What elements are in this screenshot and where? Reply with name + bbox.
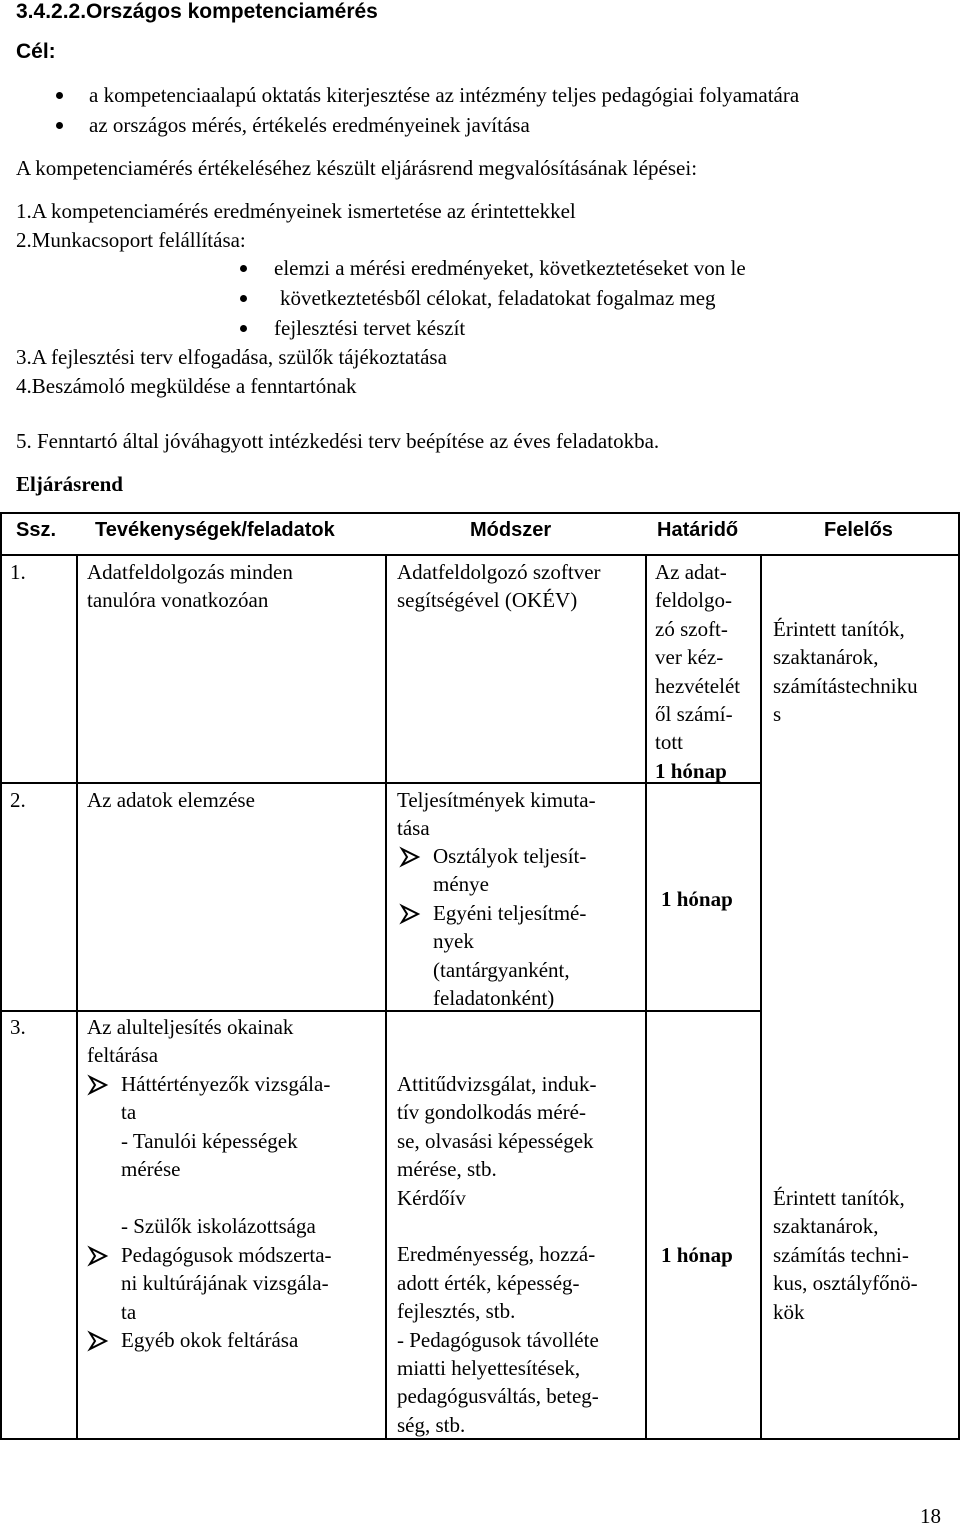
bullet-dot-icon [56,122,63,129]
row-2-task: Az adatok elemzése [87,788,255,812]
row-3-method: Attitűdvizsgálat, induk- tív gondolkodás méré- se, olvasási képességek mérése, stb. Kérdőív Eredményesség, hozzá- adott érték, képesség- fejlesztés, stb. - Pedagógusok távollétе miatti helyettesítések, pedagógusváltás, beteg- ség, stb. [397,1072,599,1437]
bullet-dot-icon [240,295,247,302]
step-5: 5. Fenntartó által jóváhagyott intézkedési terv beépítése az éves feladatokba. [16,429,660,453]
row-1-deadline: Az adat- feldolgo- zó szoft- ver kéz- hezvételét ől számí- tott 1 hónap [655,560,741,783]
goal-item: az országos mérés, értékelés eredményeinek javítása [89,113,530,137]
row-3-deadline: 1 hónap [661,1243,733,1267]
arrow-bullet-icon [87,1074,109,1096]
row-2-method: Teljesítmények kimuta- tása [397,788,596,841]
row-3-task-bullet: Háttértényezők vizsgála- ta - Tanulói képességek mérése - Szülők iskolázottsága [121,1072,331,1239]
row-2-method-bullet: Osztályok teljesít- ménye [433,844,587,897]
row-2-number: 2. [10,788,26,812]
bullet-dot-icon [240,325,247,332]
procedure-title: Eljárásrend [16,472,123,496]
row-3-task-bullet: Egyéb okok feltárása [121,1328,299,1352]
row-2-deadline: 1 hónap [661,887,733,911]
table-header-tasks: Tevékenységek/feladatok [95,519,335,541]
steps-intro: A kompetenciamérés értékeléséhez készült eljárásrend megvalósításának lépései: [16,156,698,180]
step-1: 1.A kompetenciamérés eredményeinek ismertetése az érintettekkel [16,199,576,223]
goal-label: Cél: [16,40,56,63]
arrow-bullet-icon [399,846,421,868]
row-1-number: 1. [10,560,26,584]
row-1-responsible: Érintett tanítók, szaktanárok, számítástechniku s [773,617,918,727]
table-header-method: Módszer [470,519,552,541]
table-header-deadline: Határidő [657,519,739,541]
row-1-task: Adatfeldolgozás minden tanulóra vonatkozóan [87,560,293,613]
table-header-responsible: Felelős [824,519,893,541]
step-2-item: fejlesztési tervet készít [274,316,466,340]
arrow-bullet-icon [87,1245,109,1267]
row-1-method: Adatfeldolgozó szoftver segítségével (OKÉV) [397,560,601,613]
row-3-task-bullet: Pedagógusok módszerta- ni kultúrájának vizsgála- ta [121,1243,332,1324]
row-3-number: 3. [10,1015,26,1039]
arrow-bullet-icon [399,903,421,925]
goal-item: a kompetenciaalapú oktatás kiterjesztése az intézmény teljes pedagógiai folyamatára [89,83,800,107]
row-3-responsible: Érintett tanítók, szaktanárok, számítás techni- kus, osztályfőnö- kök [773,1186,918,1324]
step-2-item: elemzi a mérési eredményeket, következtetéseket von le [274,256,746,280]
page-title: 3.4.2.2.Országos kompetenciamérés [16,0,378,23]
bullet-dot-icon [240,265,247,272]
table-header-ssz: Ssz. [16,519,57,541]
step-2: 2.Munkacsoport felállítása: [16,228,246,252]
bullet-dot-icon [56,92,63,99]
page-number: 18 [920,1504,941,1528]
row-2-method-bullet: Egyéni teljesítmé- nyek (tantárgyanként, feladatonként) [433,901,587,1011]
row-3-task: Az alulteljesítés okainak feltárása [87,1015,294,1068]
step-2-item: következtetésből célokat, feladatokat fogalmaz meg [280,286,716,310]
step-4: 4.Beszámoló megküldése a fenntartónak [16,374,357,398]
arrow-bullet-icon [87,1330,109,1352]
step-3: 3.A fejlesztési terv elfogadása, szülők tájékoztatása [16,345,447,369]
